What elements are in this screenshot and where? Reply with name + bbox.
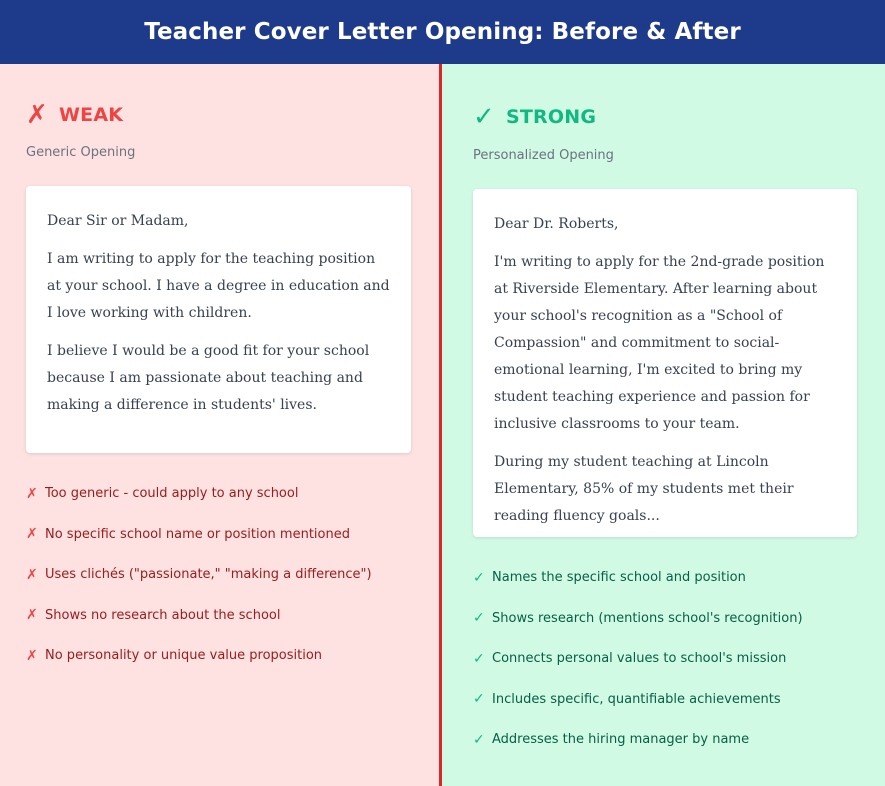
list-item bbox=[26, 524, 413, 545]
strong-subtitle: Personalized Opening bbox=[473, 148, 614, 163]
weak-point-text: Shows no research about the school bbox=[45, 607, 281, 623]
list-item bbox=[26, 483, 413, 504]
cross-icon: ✗ bbox=[26, 526, 38, 542]
strong-point-text: Shows research (mentions school's recognition) bbox=[492, 610, 803, 626]
list-item bbox=[26, 645, 413, 666]
cross-icon: ✗ bbox=[26, 100, 48, 130]
weak-title: WEAK bbox=[59, 104, 124, 126]
weak-point-text: No personality or unique value proposition bbox=[45, 648, 323, 663]
weak-heading bbox=[26, 99, 413, 131]
strong-points-list bbox=[473, 567, 859, 750]
check-icon: ✓ bbox=[473, 650, 485, 667]
cross-icon: ✗ bbox=[26, 485, 38, 502]
strong-letter-card bbox=[473, 189, 857, 537]
strong-letter-paragraph: I'm writing to apply for the 2nd-grade position at Riverside Elementary. After learning about your school's recognition as a "School of Compassion" and commitment to social-emotional learning, I'm excited to bring my student teaching experience and passion for inclusive classrooms to your team. bbox=[494, 254, 825, 432]
check-icon: ✓ bbox=[473, 691, 485, 707]
list-item bbox=[26, 605, 413, 626]
list-item bbox=[473, 689, 859, 710]
weak-letter-greeting: Dear Sir or Madam, bbox=[47, 213, 189, 229]
strong-heading bbox=[473, 101, 859, 133]
list-item bbox=[26, 564, 413, 585]
strong-point-text: Connects personal values to school's mission bbox=[492, 651, 787, 666]
cross-icon: ✗ bbox=[26, 607, 38, 623]
check-icon: ✓ bbox=[473, 610, 485, 626]
page-header bbox=[0, 0, 885, 64]
strong-point-text: Names the specific school and position bbox=[492, 570, 746, 585]
check-icon: ✓ bbox=[473, 731, 485, 748]
weak-point-text: No specific school name or position mentioned bbox=[45, 526, 350, 542]
check-icon: ✓ bbox=[473, 102, 495, 132]
list-item bbox=[473, 608, 859, 629]
weak-letter-paragraph: I believe I would be a good fit for your school because I am passionate about teaching and making a difference in students' lives. bbox=[47, 343, 370, 413]
page-title: Teacher Cover Letter Opening: Before & After bbox=[144, 19, 741, 45]
strong-title: STRONG bbox=[506, 106, 597, 128]
weak-point-text: Uses clichés ("passionate," "making a difference") bbox=[45, 567, 372, 582]
cross-icon: ✗ bbox=[26, 647, 38, 664]
weak-letter-paragraph: I am writing to apply for the teaching position at your school. I have a degree in education and I love working with children. bbox=[47, 251, 390, 321]
list-item bbox=[473, 729, 859, 750]
list-item bbox=[473, 567, 859, 588]
list-item bbox=[473, 648, 859, 669]
strong-letter-paragraph: During my student teaching at Lincoln Elementary, 85% of my students met their reading fluency goals... bbox=[494, 454, 794, 524]
check-icon: ✓ bbox=[473, 569, 485, 586]
strong-letter-greeting: Dear Dr. Roberts, bbox=[494, 216, 619, 232]
weak-points-list bbox=[26, 483, 413, 666]
weak-letter-card bbox=[26, 186, 411, 453]
cross-icon: ✗ bbox=[26, 566, 38, 583]
comparison-columns bbox=[0, 64, 885, 786]
strong-point-text: Includes specific, quantifiable achievements bbox=[492, 691, 781, 707]
strong-point-text: Addresses the hiring manager by name bbox=[492, 732, 750, 747]
strong-column bbox=[442, 64, 885, 786]
weak-column bbox=[0, 64, 442, 786]
weak-subtitle: Generic Opening bbox=[26, 145, 136, 160]
weak-point-text: Too generic - could apply to any school bbox=[45, 486, 299, 501]
